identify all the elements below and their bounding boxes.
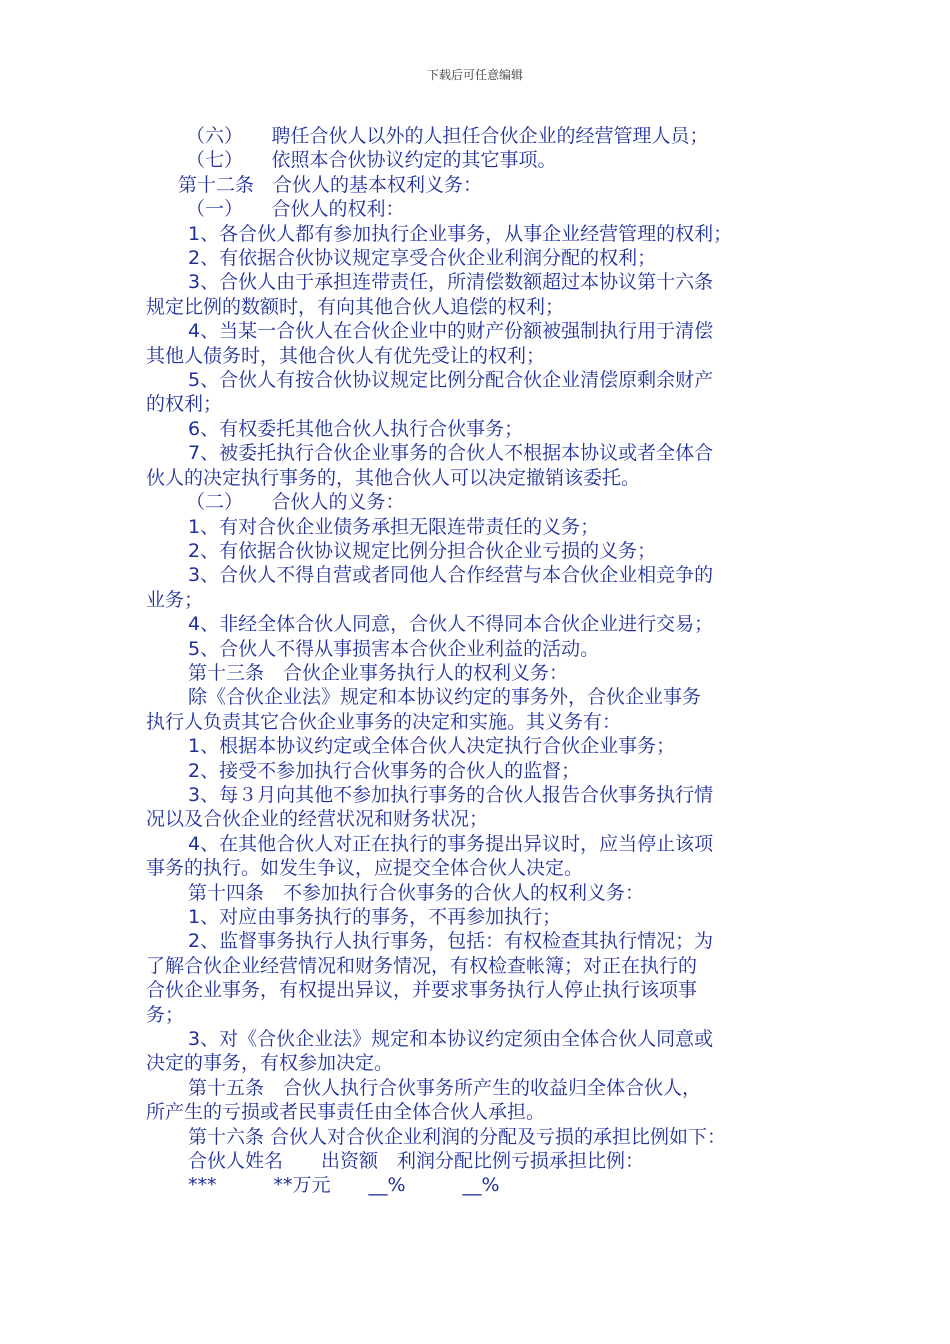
list-item-continued: 伙人的决定执行事务的，其他合伙人可以决定撤销该委托。 bbox=[146, 466, 641, 489]
list-item-continued: 其他人债务时，其他合伙人有优先受让的权利； bbox=[146, 344, 546, 367]
list-item: 7、被委托执行合伙企业事务的合伙人不根据本协议或者全体合 bbox=[188, 442, 714, 465]
list-item: 2、有依据合伙协议规定享受合伙企业利润分配的权利； bbox=[188, 247, 657, 270]
list-item-continued: 况以及合伙企业的经营状况和财务状况； bbox=[146, 808, 489, 831]
list-item: 3、对《合伙企业法》规定和本协议约定须由全体合伙人同意或 bbox=[188, 1028, 714, 1051]
list-item: 4、非经全体合伙人同意，合伙人不得同本合伙企业进行交易； bbox=[188, 613, 714, 636]
document-body bbox=[146, 124, 816, 1198]
section-heading: （一） 合伙人的权利： bbox=[186, 198, 405, 221]
article-heading: 第十二条 合伙人的基本权利义务： bbox=[178, 173, 483, 196]
list-item: 1、各合伙人都有参加执行企业事务，从事企业经营管理的权利； bbox=[188, 222, 733, 245]
list-item: 5、合伙人有按合伙协议规定比例分配合伙企业清偿原剩余财产 bbox=[188, 369, 714, 392]
list-item: 3、每３月向其他不参加执行事务的合伙人报告合伙事务执行情 bbox=[188, 783, 714, 806]
list-item-continued: 务； bbox=[146, 1003, 185, 1026]
list-item: 1、有对合伙企业债务承担无限连带责任的义务； bbox=[188, 515, 600, 538]
list-item: 2、监督事务执行人执行事务，包括：有权检查其执行情况；为 bbox=[188, 930, 714, 953]
list-item: 3、合伙人不得自营或者同他人合作经营与本合伙企业相竞争的 bbox=[188, 564, 714, 587]
list-item-continued: 了解合伙企业经营情况和财务情况，有权检查帐簿；对正在执行的 bbox=[146, 954, 698, 977]
list-item-continued: 的权利； bbox=[146, 393, 223, 416]
list-item-continued: 合伙企业事务，有权提出异议，并要求事务执行人停止执行该项事 bbox=[146, 979, 698, 1002]
section-heading: （二） 合伙人的义务： bbox=[186, 491, 405, 514]
list-item: 4、在其他合伙人对正在执行的事务提出异议时，应当停止该项 bbox=[188, 832, 714, 855]
table-header-line: 合伙人姓名 出资额 利润分配比例亏损承担比例： bbox=[188, 1150, 645, 1173]
list-item-continued: 规定比例的数额时，有向其他合伙人追偿的权利； bbox=[146, 295, 565, 318]
list-item: 5、合伙人不得从事损害本合伙企业利益的活动。 bbox=[188, 637, 600, 660]
article-heading: 第十四条 不参加执行合伙事务的合伙人的权利义务： bbox=[188, 881, 645, 904]
page-header: 下载后可任意编辑 bbox=[426, 68, 523, 82]
paragraph-line: （六） 聘任合伙人以外的人担任合伙企业的经营管理人员； bbox=[186, 125, 709, 147]
list-item-continued: 业务； bbox=[146, 588, 204, 611]
paragraph-line: （七） 依照本合伙协议约定的其它事项。 bbox=[186, 149, 557, 172]
list-item: 4、当某一合伙人在合伙企业中的财产份额被强制执行用于清偿 bbox=[188, 320, 714, 343]
article-heading: 第十六条 合伙人对合伙企业利润的分配及亏损的承担比例如下： bbox=[188, 1125, 727, 1148]
list-item: 2、有依据合伙协议规定比例分担合伙企业亏损的义务； bbox=[188, 539, 657, 562]
table-row-line: *** **万元 __% __% bbox=[188, 1174, 500, 1197]
paragraph-line: 除《合伙企业法》规定和本协议约定的事务外，合伙企业事务 bbox=[188, 686, 702, 709]
list-item-continued: 事务的执行。如发生争议，应提交全体合伙人决定。 bbox=[146, 857, 584, 880]
article-heading: 第十三条 合伙企业事务执行人的权利义务： bbox=[188, 661, 569, 684]
list-item: 2、接受不参加执行合伙事务的合伙人的监督； bbox=[188, 759, 581, 782]
list-item: 1、根据本协议约定或全体合伙人决定执行合伙企业事务； bbox=[188, 735, 676, 758]
paragraph-line-continued: 所产生的亏损或者民事责任由全体合伙人承担。 bbox=[146, 1101, 546, 1124]
list-item: 6、有权委托其他合伙人执行合伙事务； bbox=[188, 417, 524, 440]
article-heading: 第十五条 合伙人执行合伙事务所产生的收益归全体合伙人， bbox=[188, 1076, 702, 1099]
list-item-continued: 决定的事务，有权参加决定。 bbox=[146, 1052, 394, 1075]
list-item: 1、对应由事务执行的事务，不再参加执行； bbox=[188, 906, 562, 928]
list-item: 3、合伙人由于承担连带责任，所清偿数额超过本协议第十六条 bbox=[188, 271, 714, 294]
paragraph-line-continued: 执行人负责其它合伙企业事务的决定和实施。其义务有： bbox=[146, 710, 622, 733]
